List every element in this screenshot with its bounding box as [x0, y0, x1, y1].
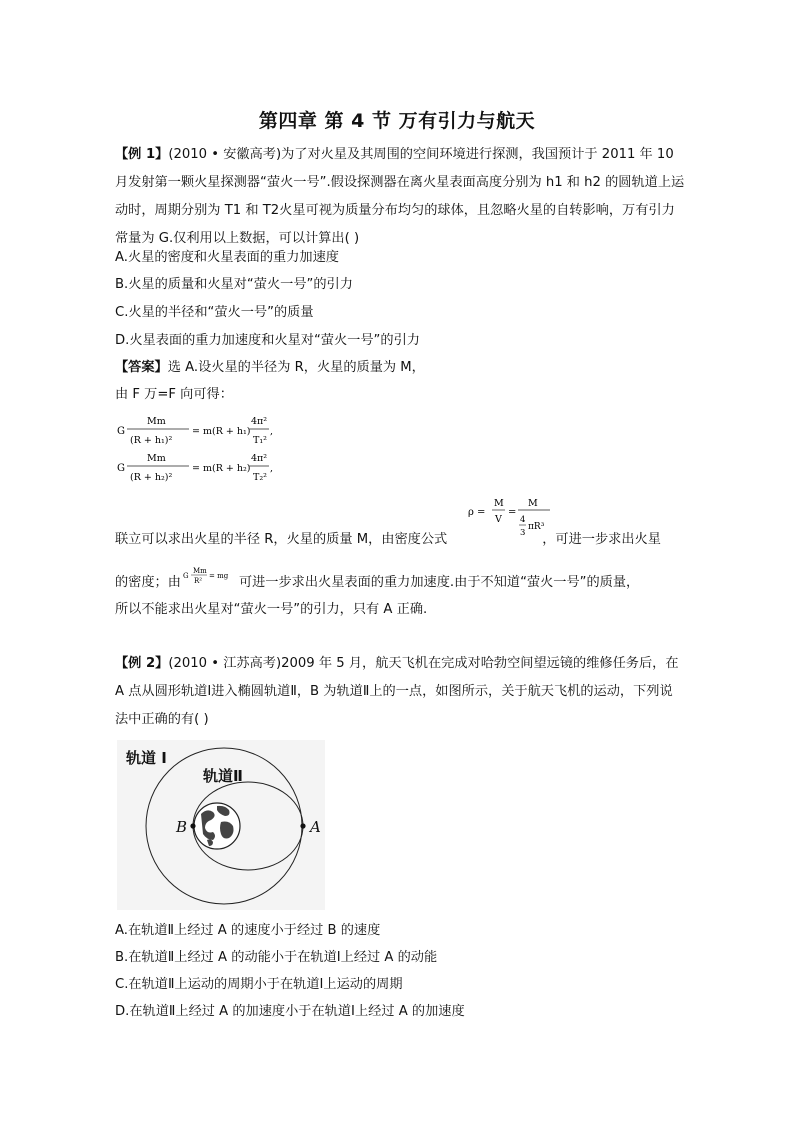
formula-1-end: , — [270, 426, 274, 437]
conclusion-2b: 可进一步求出火星表面的重力加速度.由于不知道“萤火一号”的质量， — [238, 575, 640, 590]
formula-rho-f1d: V — [495, 514, 502, 525]
conclusion-2a: 的密度；由 — [115, 575, 181, 590]
formula-rho-f1n: M — [494, 498, 504, 509]
conclusion-line-1 — [115, 529, 661, 551]
formula-2-rhs: = m(R + h₂) — [192, 463, 251, 474]
point-b-dot — [190, 823, 195, 828]
formula-gravity-orbit-2 — [117, 449, 277, 490]
point-a-label: A — [310, 818, 321, 836]
point-b-label: B — [176, 818, 188, 836]
formula-2-fden: T₂² — [253, 472, 267, 483]
formula-g-num: Mm — [192, 567, 207, 575]
formula-1-fden: T₁² — [253, 435, 267, 446]
answer-text-1: 选 A.设火星的半径为 R，火星的质量为 M， — [167, 360, 425, 375]
example-2-option-d: D.在轨道Ⅱ上经过 A 的加速度小于在轨道Ⅰ上经过 A 的加速度 — [115, 1004, 465, 1019]
answer-text-2: 由 F 万=F 向可得： — [115, 387, 233, 402]
formula-2-fnum: 4π² — [251, 453, 268, 464]
orbit-1-label: 轨道 I — [126, 749, 167, 767]
formula-1-den: (R + h₁)² — [130, 435, 173, 446]
point-a-dot — [300, 823, 305, 828]
formula-2-num: Mm — [147, 453, 166, 464]
formula-g-rhs: = mg — [208, 572, 229, 580]
example-1-answer-line — [115, 357, 425, 379]
example-1-option-c: C.火星的半径和“萤火一号”的质量 — [115, 305, 314, 320]
formula-1-rhs: = m(R + h₁) — [192, 426, 251, 437]
example-2-option-b: B.在轨道Ⅱ上经过 A 的动能小于在轨道Ⅰ上经过 A 的动能 — [115, 950, 438, 965]
formula-rho-f2d-c: πR³ — [528, 522, 545, 532]
example-2-option-c: C.在轨道Ⅱ上运动的周期小于在轨道Ⅰ上运动的周期 — [115, 977, 403, 992]
formula-g-g: G — [182, 572, 189, 580]
formula-2-end: , — [270, 463, 274, 474]
answer-tag: 【答案】 — [115, 360, 168, 375]
formula-gravity-orbit-1 — [117, 412, 277, 453]
example-1-tag: 【例 1】 — [115, 147, 169, 162]
orbit-2-label: 轨道Ⅱ — [203, 767, 243, 785]
page-title: 第四章 第 4 节 万有引力与航天 — [258, 110, 536, 132]
formula-2-g: G — [117, 463, 125, 474]
example-1-option-b: B.火星的质量和火星对“萤火一号”的引力 — [115, 277, 353, 292]
example-1-option-a: A.火星的密度和火星表面的重力加速度 — [115, 250, 339, 265]
conclusion-1b: ，可进一步求出火星 — [542, 532, 661, 547]
formula-2-den: (R + h₂)² — [130, 472, 173, 483]
example-1-question: 为了对火星及其周围的空间环境进行探测，我国预计于 2011 年 10 月发射第一颗火星探测器“萤火一号”.假设探测器在离火星表面高度分别为 h1 和 h2 的圆轨道上运动时，周期分别为 T1 和 T2火星可视为质量分布均匀的球体，且忽略火星的自转影响，万有引力常量为 G.仅利用以上数据，可以计算出( ) — [115, 147, 685, 246]
earth-icon — [194, 803, 240, 849]
formula-rho-eq: = — [508, 507, 517, 518]
formula-surface-gravity — [181, 567, 239, 593]
example-2-stem — [115, 650, 685, 734]
example-2-question: 2009 年 5 月，航天飞机在完成对哈勃空间望远镜的维修任务后，在 A 点从圆形轨道Ⅰ进入椭圆轨道Ⅱ，B 为轨道Ⅱ上的一点，如图所示，关于航天飞机的运动，下列说法中正确的有( ) — [115, 656, 679, 727]
orbit-figure — [117, 740, 325, 910]
formula-1-g: G — [117, 426, 125, 437]
example-2-option-a: A.在轨道Ⅱ上经过 A 的速度小于经过 B 的速度 — [115, 923, 381, 938]
formula-1-num: Mm — [147, 416, 166, 427]
formula-rho-lhs: ρ = — [468, 507, 486, 518]
example-2-tag: 【例 2】 — [115, 656, 169, 671]
example-1-stem — [115, 141, 685, 253]
example-1-option-d: D.火星表面的重力加速度和火星对“萤火一号”的引力 — [115, 333, 420, 348]
formula-rho-f2d-a: 4 — [520, 515, 526, 525]
example-1-source: (2010 • 安徽高考) — [168, 147, 282, 162]
formula-g-den: R² — [193, 577, 203, 585]
formula-rho-f2n: M — [528, 498, 538, 509]
formula-1-fnum: 4π² — [251, 416, 268, 427]
conclusion-1a: 联立可以求出火星的半径 R，火星的质量 M，由密度公式 — [115, 532, 448, 547]
example-2-source: (2010 • 江苏高考) — [168, 656, 282, 671]
conclusion-line-2 — [115, 567, 640, 594]
conclusion-3: 所以不能求出火星对“萤火一号”的引力，只有 A 正确. — [115, 602, 428, 617]
formula-rho-f2d-b: 3 — [520, 528, 526, 538]
